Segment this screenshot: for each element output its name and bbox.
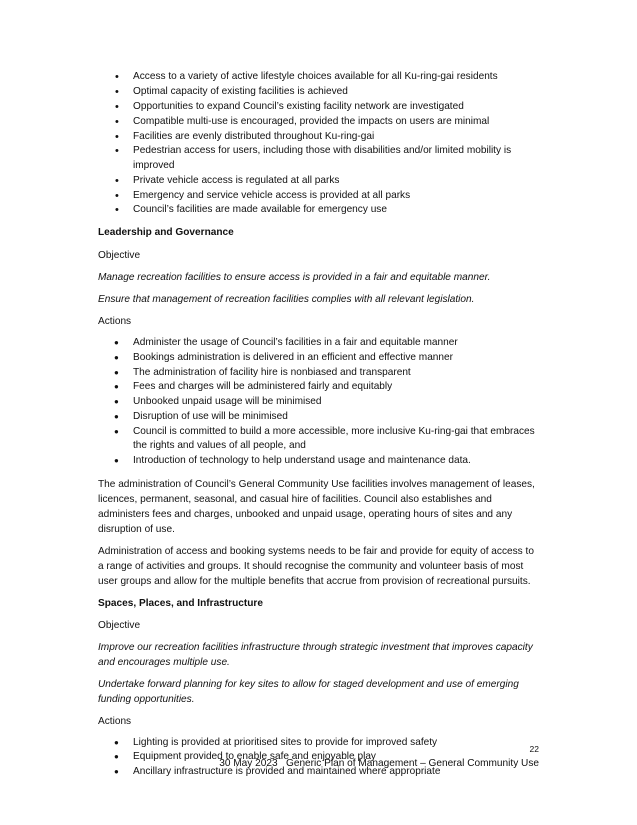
list-item: ● Administer the usage of Council’s facilities in a fair and equitable manner	[98, 336, 538, 350]
objective-statement: Undertake forward planning for key sites to allow for staged development and use of emerging funding opportunities.	[98, 678, 519, 705]
list-item: • Optimal capacity of existing facilities is achieved	[98, 85, 538, 99]
list-item: ● The administration of facility hire is nonbiased and transparent	[98, 366, 538, 380]
list-item: ● Equipment provided to enable safe and enjoyable play	[98, 750, 538, 764]
actions-label: Actions	[98, 715, 132, 727]
actions-label: Actions	[98, 315, 132, 327]
list-item: ● Council is committed to build a more accessible, more inclusive Ku-ring-gai that embraces the rights and values of all people, and	[98, 425, 538, 454]
page-number: 22	[529, 744, 539, 754]
leadership-actions-list	[98, 336, 538, 469]
objective-statement: Manage recreation facilities to ensure access is provided in a fair and equitable manner.	[98, 271, 491, 283]
access-list	[98, 70, 538, 218]
list-item: ● Ancillary infrastructure is provided and maintained where appropriate	[98, 765, 538, 779]
page-footer: 30 May 2023 Generic Plan of Management – General Community Use	[219, 758, 539, 769]
list-item: • Opportunities to expand Council’s existing facility network are investigated	[98, 100, 538, 114]
body-paragraph: The administration of Council’s General Community Use facilities involves management of leases, licences, permanent, seasonal, and casual hire of facilities. Council also establishes and administers fees and charges, unbooked and unpaid usage, operating hours of sites and any disruption of use.	[98, 478, 535, 535]
list-item: • Compatible multi-use is encouraged, provided the impacts on users are minimal	[98, 115, 538, 129]
list-item: ● Bookings administration is delivered in an efficient and effective manner	[98, 351, 538, 365]
objective-statement: Ensure that management of recreation facilities complies with all relevant legislation.	[98, 293, 475, 305]
section-heading-spaces: Spaces, Places, and Infrastructure	[98, 597, 263, 609]
objective-label: Objective	[98, 619, 141, 631]
list-item: ● Unbooked unpaid usage will be minimised	[98, 395, 538, 409]
objective-label: Objective	[98, 249, 141, 261]
list-item: ● Introduction of technology to help understand usage and maintenance data.	[98, 454, 538, 468]
body-paragraph: Administration of access and booking systems needs to be fair and provide for equity of access to a range of activities and groups. It should recognise the community and volunteer basis of most user groups and allow for the multiple benefits that accrue from provision of recreational pursuits.	[98, 545, 534, 587]
list-item: • Facilities are evenly distributed throughout Ku-ring-gai	[98, 130, 538, 144]
list-item: • Private vehicle access is regulated at all parks	[98, 174, 538, 188]
section-heading-leadership: Leadership and Governance	[98, 226, 234, 238]
list-item: ● Disruption of use will be minimised	[98, 410, 538, 424]
page-content	[98, 70, 538, 780]
objective-statement: Improve our recreation facilities infrastructure through strategic investment that improves capacity and encourages multiple use.	[98, 641, 533, 668]
list-item: ● Lighting is provided at prioritised sites to provide for improved safety	[98, 736, 538, 750]
list-item: ● Fees and charges will be administered fairly and equitably	[98, 380, 538, 394]
list-item: • Council’s facilities are made available for emergency use	[98, 203, 538, 217]
list-item: • Access to a variety of active lifestyle choices available for all Ku-ring-gai residents	[98, 70, 538, 84]
list-item: • Emergency and service vehicle access is provided at all parks	[98, 189, 538, 203]
list-item: • Pedestrian access for users, including those with disabilities and/or limited mobility is improved	[98, 144, 538, 173]
